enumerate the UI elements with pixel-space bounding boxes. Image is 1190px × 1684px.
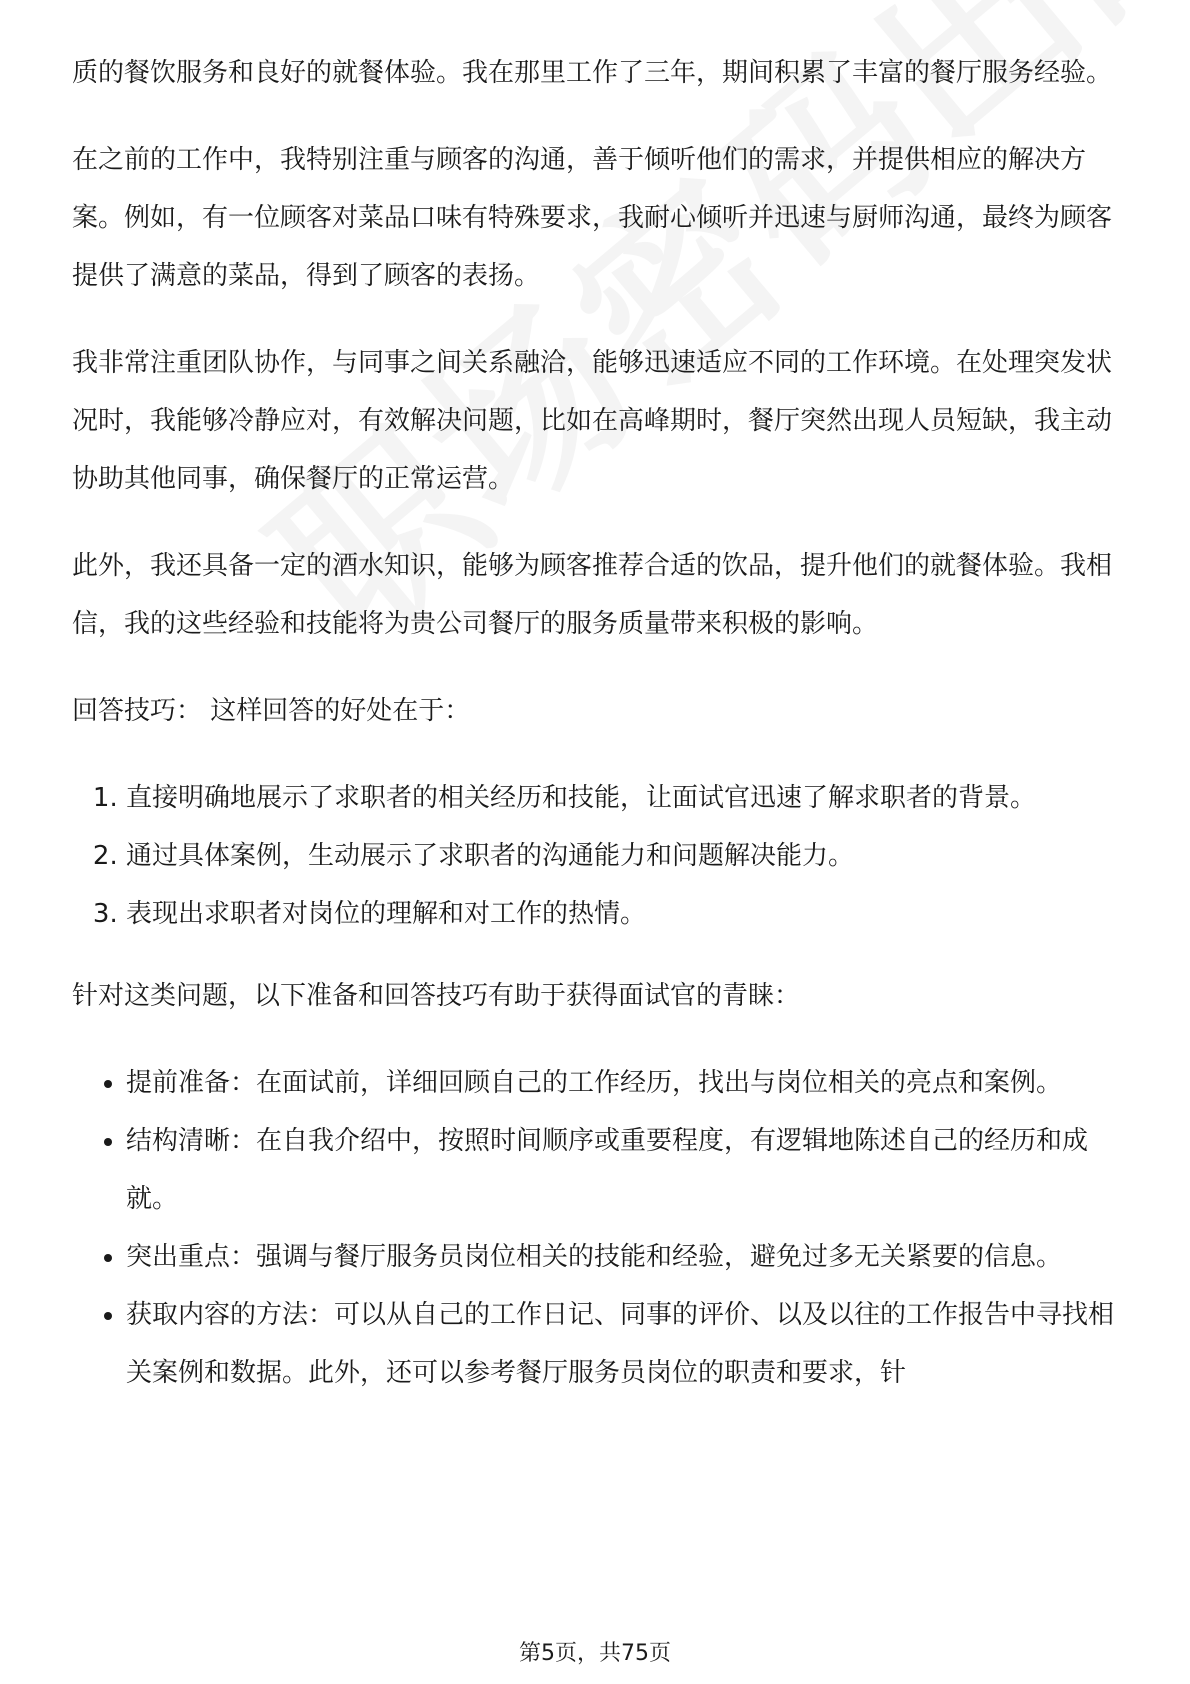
document-body [72,44,1122,1426]
tips-bullet-list [72,1054,1122,1402]
list-item: 3. 表现出求职者对岗位的理解和对工作的热情。 [126,885,1122,943]
paragraph-teamwork: 我非常注重团队协作，与同事之间关系融洽，能够迅速适应不同的工作环境。在处理突发状况时，我能够冷静应对，有效解决问题，比如在高峰期时，餐厅突然出现人员短缺，我主动协助其他同事，确保餐厅的正常运营。 [72,348,1113,494]
paragraph-communication: 在之前的工作中，我特别注重与顾客的沟通，善于倾听他们的需求，并提供相应的解决方案。例如，有一位顾客对菜品口味有特殊要求，我耐心倾听并迅速与厨师沟通，最终为顾客提供了满意的菜品，得到了顾客的表扬。 [72,145,1113,291]
list-item: • 结构清晰：在自我介绍中，按照时间顺序或重要程度，有逻辑地陈述自己的经历和成就。 [126,1112,1122,1228]
page-footer: 第5页，共75页 [519,1641,671,1666]
list-item: • 突出重点：强调与餐厅服务员岗位相关的技能和经验，避免过多无关紧要的信息。 [126,1228,1122,1286]
list-item: • 提前准备：在面试前，详细回顾自己的工作经历，找出与岗位相关的亮点和案例。 [126,1054,1122,1112]
paragraph-beverage-knowledge: 此外，我还具备一定的酒水知识，能够为顾客推荐合适的饮品，提升他们的就餐体验。我相信，我的这些经验和技能将为贵公司餐厅的服务质量带来积极的影响。 [72,551,1113,639]
paragraph-continuation: 质的餐饮服务和良好的就餐体验。我在那里工作了三年，期间积累了丰富的餐厅服务经验。 [72,58,1113,88]
answer-tips-heading: 回答技巧： 这样回答的好处在于： [72,696,471,726]
benefits-numbered-list [72,769,1122,943]
list-item: • 获取内容的方法：可以从自己的工作日记、同事的评价、以及以往的工作报告中寻找相关案例和数据。此外，还可以参考餐厅服务员岗位的职责和要求，针 [126,1286,1122,1402]
list-item: 2. 通过具体案例，生动展示了求职者的沟通能力和问题解决能力。 [126,827,1122,885]
tips-intro: 针对这类问题，以下准备和回答技巧有助于获得面试官的青睐： [72,981,801,1011]
list-item: 1. 直接明确地展示了求职者的相关经历和技能，让面试官迅速了解求职者的背景。 [126,769,1122,827]
